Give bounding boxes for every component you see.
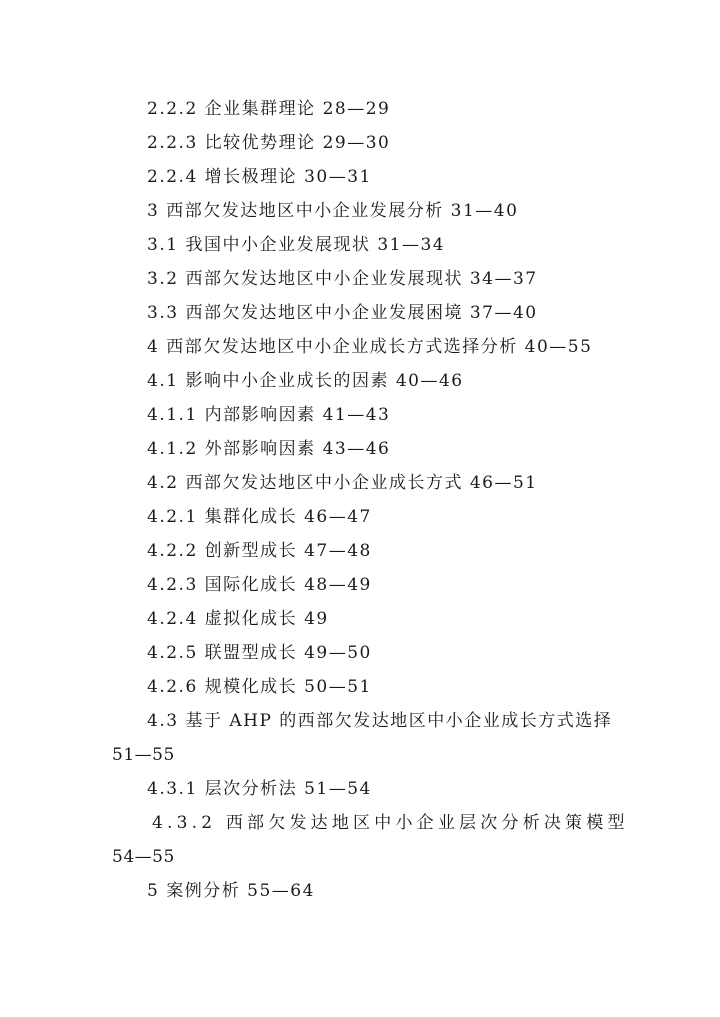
toc-entry-text: 4.2.3 国际化成长 48—49	[147, 575, 372, 595]
toc-entry	[0, 364, 720, 398]
toc-entry-text: 3.3 西部欠发达地区中小企业发展困境 37—40	[147, 303, 538, 323]
toc-entry-text: 4.3.2 西部欠发达地区中小企业层次分析决策模型	[152, 813, 629, 833]
toc-entry-text: 4.3 基于 AHP 的西部欠发达地区中小企业成长方式选择	[147, 711, 613, 731]
toc-entry-text: 51—55	[112, 745, 175, 765]
toc-entry	[0, 262, 720, 296]
toc-entry	[0, 534, 720, 568]
toc-entry	[0, 126, 720, 160]
toc-entry-text: 4.3.1 层次分析法 51—54	[147, 779, 372, 799]
toc-entry-text: 2.2.4 增长极理论 30—31	[147, 167, 372, 187]
toc-entry-continuation	[0, 840, 720, 874]
toc-entry-text: 4.1.2 外部影响因素 43—46	[147, 439, 391, 459]
toc-entry-continuation	[0, 738, 720, 772]
toc-entry	[0, 92, 720, 126]
toc-entry-text: 4.2.5 联盟型成长 49—50	[147, 643, 372, 663]
toc-entry	[0, 398, 720, 432]
toc-entry	[0, 806, 720, 840]
toc-entry-text: 4 西部欠发达地区中小企业成长方式选择分析 40—55	[147, 337, 593, 357]
toc-entry-text: 3.1 我国中小企业发展现状 31—34	[147, 235, 446, 255]
toc-entry-text: 3.2 西部欠发达地区中小企业发展现状 34—37	[147, 269, 538, 289]
toc-entry	[0, 602, 720, 636]
toc-entry-text: 54—55	[112, 847, 175, 867]
toc-entry	[0, 670, 720, 704]
toc-entry-text: 4.2.2 创新型成长 47—48	[147, 541, 372, 561]
toc-entry-text: 2.2.2 企业集群理论 28—29	[147, 99, 391, 119]
toc-entry	[0, 296, 720, 330]
toc-entry-text: 4.2.6 规模化成长 50—51	[147, 677, 372, 697]
toc-entry	[0, 636, 720, 670]
table-of-contents	[0, 92, 720, 908]
toc-entry-text: 4.1 影响中小企业成长的因素 40—46	[147, 371, 464, 391]
toc-entry-text: 4.1.1 内部影响因素 41—43	[147, 405, 391, 425]
toc-entry	[0, 330, 720, 364]
toc-entry-text: 4.2.1 集群化成长 46—47	[147, 507, 372, 527]
toc-entry-text: 4.2.4 虚拟化成长 49	[147, 609, 329, 629]
toc-entry	[0, 500, 720, 534]
toc-entry	[0, 772, 720, 806]
toc-entry	[0, 704, 720, 738]
toc-entry	[0, 228, 720, 262]
toc-entry	[0, 432, 720, 466]
toc-entry	[0, 874, 720, 908]
toc-entry-text: 5 案例分析 55—64	[147, 881, 315, 901]
toc-entry-text: 3 西部欠发达地区中小企业发展分析 31—40	[147, 201, 519, 221]
toc-entry-text: 4.2 西部欠发达地区中小企业成长方式 46—51	[147, 473, 538, 493]
toc-entry	[0, 466, 720, 500]
toc-entry	[0, 160, 720, 194]
toc-entry-text: 2.2.3 比较优势理论 29—30	[147, 133, 391, 153]
toc-entry	[0, 194, 720, 228]
toc-entry	[0, 568, 720, 602]
